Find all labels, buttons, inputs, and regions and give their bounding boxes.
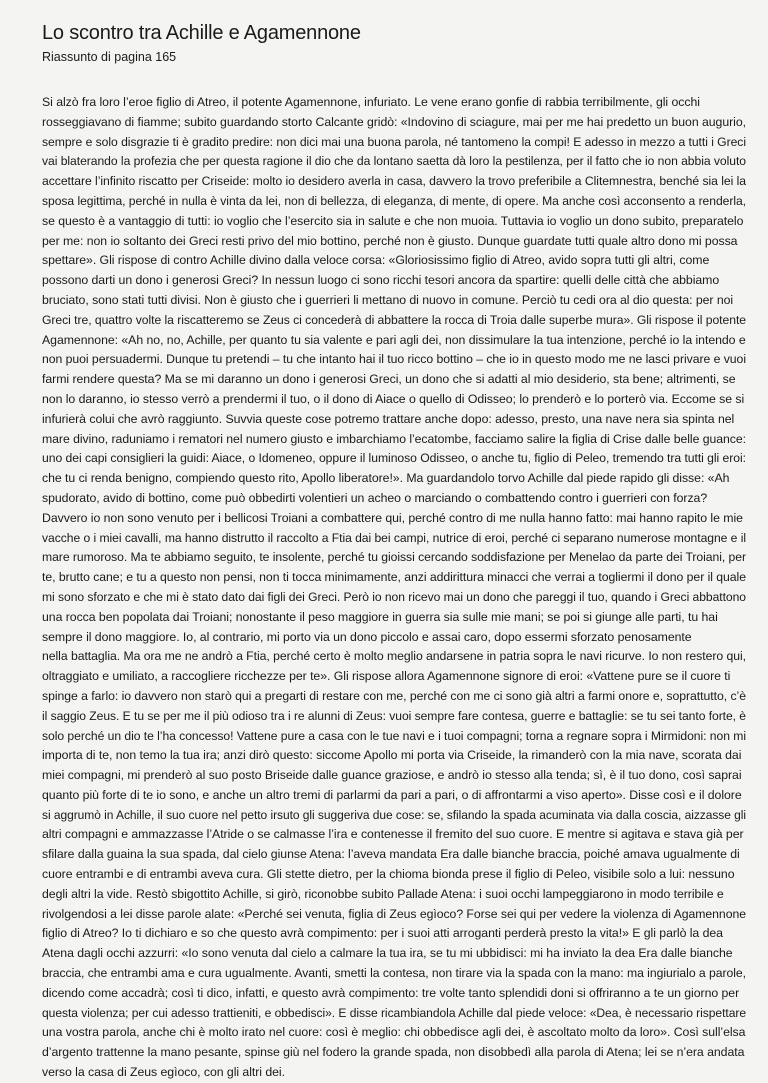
text-line: una rocca ben popolata dai Troiani; nonostante il peso maggiore in guerra sia sulle mie mani; se poi si giunge alle parti, tu hai bbox=[42, 609, 718, 624]
text-line: una vostra parola, anche chi è molto irato nel cuore: così è meglio: chi obbedisce agli dei, è ascoltato molto da loro». Così sull’elsa bbox=[42, 1025, 746, 1040]
page-title: Lo scontro tra Achille e Agamennone bbox=[42, 22, 361, 44]
text-line: questa violenza; per cui adesso trattieniti, e obbedisci». E disse ricambiandola Achille dal piede veloce: «Dea, è necessario rispettare bbox=[42, 1005, 746, 1020]
text-line: possono darti un dono i generosi Greci? In nessun luogo ci sono ricchi tesori ancora da spartire: quelli delle città che abbiamo bbox=[42, 273, 720, 288]
text-line: nella battaglia. Ma ora me ne andrò a Ftia, perché certo è molto meglio andarsene in patria sopra le navi ricurve. Io non restero qui, bbox=[42, 649, 746, 664]
text-line: cuore entrambi e di entrambi aveva cura. Gli stette dietro, per la chioma bionda prese il figlio di Peleo, visibile solo a lui: nessuno bbox=[42, 867, 735, 882]
text-line: accettare l’infinito riscatto per Criseide: molto io desidero averla in casa, davvero la trovo preferibile a Clitemnestra, benché sia lei la bbox=[42, 174, 746, 189]
text-line: Si alzò fra loro l’eroe figlio di Atreo, il potente Agamennone, infuriato. Le vene erano gonfie di rabbia terribilmente, gli occhi bbox=[42, 95, 700, 109]
text-line: rosseggiavano di fiamme; subito guardando storto Calcante gridò: «Indovino di sciagure, mai per me hai predetto un buon augurio, bbox=[42, 114, 746, 129]
text-line: quanto più forte di te io sono, e anche un altro tremi di parlarmi da pari a pari, o di affrontarmi a viso aperto». Disse così e il dolore bbox=[42, 787, 742, 802]
text-line: sempre e solo disgrazie ti è gradito predire: non dici mai una buona parola, né tantomeno la compi! E adesso in mezzo a tutti i Greci bbox=[42, 134, 746, 149]
text-line: per me: non io soltanto dei Greci resti privo del mio bottino, perché non è giusto. Dunque guardate tutti quale altro dono mi possa bbox=[42, 233, 738, 248]
text-line: bruciato, sono stati tutti divisi. Non è giusto che i guerrieri li mettano di nuovo in comune. Perciò tu cedi ora al dio questa: per noi bbox=[42, 292, 734, 307]
text-line: uno dei capi consiglieri la guidi: Aiace, o Idomeneo, oppure il luminoso Odisseo, o anche tu, figlio di Peleo, tremendo tra tutti gli eroi: bbox=[42, 451, 746, 466]
text-line: non puoi persuadermi. Dunque tu pretendi – tu che intanto hai il tuo ricco bottino – che io in questo modo me ne lasci privare e vuoi bbox=[42, 352, 746, 367]
text-line: il saggio Zeus. E tu se per me il più odioso tra i re alunni di Zeus: vuoi sempre fare contesa, guerre e battaglie: se tu sei tanto forte, è bbox=[42, 708, 746, 723]
text-line: te, brutto cane; e tu a questo non pensi, non ti tocca minimamente, anzi addirittura minacci che verrai a togliermi il dono per il quale bbox=[42, 570, 746, 585]
text-line: rivolgendosi a lei disse parole alate: «Perché sei venuta, figlia di Zeus egìoco? Forse sei qui per vedere la violenza di Agamennone bbox=[42, 906, 746, 921]
text-line: solo perché un dio te l’ha concesso! Vattene pure a casa con le tue navi e i tuoi compagni; torna a regnare sopra i Mirmidoni: non mi bbox=[42, 728, 746, 743]
text-line: vai blaterando la profezia che per questa ragione il dio che da lontano saetta dà loro la pestilenza, per il fatto che io non abbia voluto bbox=[42, 154, 746, 169]
text-line: importa di te, non temo la tua ira; anzi dirò questo: siccome Apollo mi porta via Criseide, la rimanderò con la mia nave, scorata dai bbox=[42, 748, 742, 763]
text-line: sposa legittima, perché in nulla è vinta da lei, non di bellezza, di eleganza, di mente, di opere. Ma anche così acconsento a renderla, bbox=[42, 193, 746, 208]
text-line: oltraggiato e umiliato, a raccogliere ricchezze per te». Gli rispose allora Agamennone signore di eroi: «Vattene pure se il cuore ti bbox=[42, 669, 731, 684]
text-line: degli altri la vide. Restò sbigottito Achille, si girò, riconobbe subito Pallade Atena: i suoi occhi lampeggiarono in modo terribile e bbox=[42, 886, 724, 901]
text-line: braccia, che entrambi ama e cura ugualmente. Avanti, smetti la contesa, non tirare via la spada con la mano: ma ingiurialo a parole, bbox=[42, 966, 746, 981]
text-line: altri compagni e ammazzasse l’Atride o se calmasse l’ira e contenesse il fremito del suo cuore. E mentre si agitava e stava già per bbox=[42, 827, 744, 842]
text-line: che tu ci renda benigno, compiendo questo rito, Apollo liberatore!». Ma guardandolo torvo Achille dal piede rapido gli disse: «Ah bbox=[42, 471, 730, 486]
text-line: d’argento trattenne la mano pesante, spinse giù nel fodero la grande spada, non disobbedì alla parola di Atena; lei se n’era andata bbox=[42, 1045, 745, 1060]
text-line: verso la casa di Zeus egìoco, con gli altri dei. bbox=[42, 1065, 285, 1080]
text-line: sempre il dono maggiore. Io, al contrario, mi porto via un dono piccolo e assai caro, dopo essermi sforzato penosamente bbox=[42, 629, 692, 644]
text-line: mare divino, raduniamo i rematori nel numero giusto e imbarchiamo l’ecatombe, facciamo salire la figlia di Crise dalle belle guance: bbox=[42, 431, 746, 446]
body-paragraph bbox=[42, 93, 746, 1083]
text-line: se questo è a vantaggio di tutti: io voglio che l’esercito sia in salute e che non muoia. Tuttavia io voglio un dono subito, preparatelo bbox=[42, 213, 744, 228]
text-line: farmi rendere questa? Ma se mi daranno un dono i generosi Greci, un dono che si adatti al mio desiderio, sta bene; altrimenti, se bbox=[42, 372, 736, 387]
text-line: Agamennone: «Ah no, no, Achille, per quanto tu sia valente e pari agli dei, non dissimulare la tua intenzione, perché io la intendo e bbox=[42, 332, 746, 347]
text-line: spettare». Gli rispose di contro Achille divino dalla veloce corsa: «Gloriosissimo figlio di Atreo, avido sopra tutti gli altri, come bbox=[42, 253, 710, 268]
text-line: spinge a farlo: io davvero non starò qui a pregarti di restare con me, perché con me ci sono già altri a farmi onore e, soprattutto, c’è bbox=[42, 688, 746, 703]
text-line: figlio di Atreo? Io ti dichiaro e so che questo avrà compimento: per i suoi atti arroganti perderà presto la vita!» E gli parlò la dea bbox=[42, 926, 723, 941]
text-line: si aggrumò in Achille, il suo cuore nel petto irsuto gli suggeriva due cose: se, sfilando la spada acuminata via dalla coscia, aizzasse gli bbox=[42, 807, 746, 822]
text-line: vacche o i miei cavalli, ma hanno distrutto il raccolto a Ftia dai bei campi, nutrice di eroi, perché ci separano numerose montagne e il bbox=[42, 530, 746, 545]
text-line: Davvero io non sono venuto per i bellicosi Troiani a combattere qui, perché contro di me nulla hanno fatto: mai hanno rapito le mie bbox=[42, 510, 743, 525]
text-line: non lo daranno, io stesso verrò a prendermi il tuo, o il dono di Aiace o quello di Odisseo; lo prenderò e lo porterò via. Eccome se si bbox=[42, 391, 745, 406]
text-line: mare rumoroso. Ma te abbiamo seguito, te insolente, perché tu gioissi cercando soddisfazione per Menelao da parte dei Troiani, per bbox=[42, 550, 746, 565]
text-line: miei compagni, mi prenderò al suo posto Briseide dalle guance graziose, e andrò io stesso alla tenda; sì, è il tuo dono, così saprai bbox=[42, 768, 742, 783]
text-line: infurierà colui che avrò raggiunto. Suvvia queste cose potremo trattare anche dopo: adesso, presto, una nave nera sia spinta nel bbox=[42, 411, 735, 426]
text-line: Atena dagli occhi azzurri: «Io sono venuta dal cielo a calmare la tua ira, se tu mi ubbidisci: mi ha inviato la dea Era dalle bianche bbox=[42, 946, 733, 961]
text-line: dicendo come accadrà; così ti dico, infatti, e questo avrà compimento: tre volte tanto splendidi doni si offriranno a te un giorno per bbox=[42, 985, 740, 1000]
text-line: mi sono sforzato e che mi è stato dato dai figli dei Greci. Però io non ricevo mai un dono che pareggi il tuo, quando i Greci abbattono bbox=[42, 589, 746, 604]
text-line: sfilare dalla guaina la sua spada, dal cielo giunse Atena: l’aveva mandata Era dalle bianche braccia, poiché amava ugualmente di bbox=[42, 847, 740, 862]
text-line: spudorato, avido di bottino, come può obbedirti volentieri un acheo o marciando o combattendo contro i guerrieri con forza? bbox=[42, 490, 708, 505]
text-line: Greci tre, quattro volte la riscatteremo se Zeus ci concederà di abbattere la rocca di Troia dalle superbe mura». Gli rispose il potente bbox=[42, 312, 746, 327]
page-subtitle: Riassunto di pagina 165 bbox=[42, 50, 177, 64]
